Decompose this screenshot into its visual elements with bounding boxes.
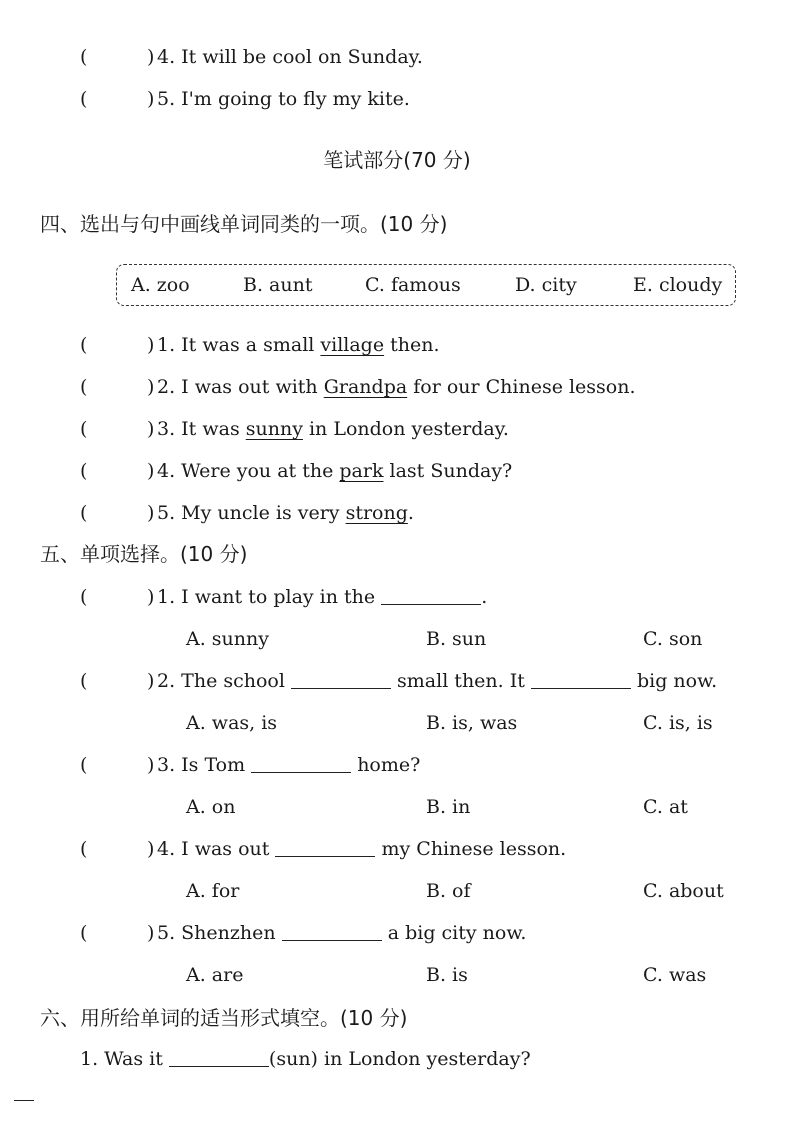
question-text: 2. The school small then. It big now.	[157, 670, 718, 692]
underlined-word: strong	[345, 502, 408, 524]
question-text: 4. Were you at the park last Sunday?	[157, 460, 513, 482]
option: A. for	[186, 880, 240, 902]
underlined-word: village	[320, 334, 385, 356]
answer-paren-close: )	[147, 46, 155, 68]
word-choice: C. famous	[365, 274, 461, 296]
answer-paren-open[interactable]: (	[80, 46, 88, 68]
word-choice: B. aunt	[243, 274, 313, 296]
option: A. are	[186, 964, 244, 986]
option: B. is, was	[426, 712, 518, 734]
answer-paren-close: )	[147, 334, 155, 356]
answer-paren-open[interactable]: (	[80, 502, 88, 524]
word-choice-box	[116, 264, 736, 306]
answer-paren-open[interactable]: (	[80, 922, 88, 944]
section4-heading: 四、选出与句中画线单词同类的一项。(10 分)	[40, 212, 448, 236]
fill-blank[interactable]	[251, 752, 351, 773]
answer-paren-open[interactable]: (	[80, 418, 88, 440]
word-choice: E. cloudy	[633, 274, 723, 296]
answer-paren-open[interactable]: (	[80, 460, 88, 482]
question-text: 3. It was sunny in London yesterday.	[157, 418, 509, 440]
question-text: 1. It was a small village then.	[157, 334, 440, 356]
answer-paren-open[interactable]: (	[80, 334, 88, 356]
fill-blank[interactable]	[169, 1046, 269, 1067]
question-text: 5. I'm going to fly my kite.	[157, 88, 410, 110]
written-part-title: 笔试部分(70 分)	[323, 148, 471, 172]
question-text: 2. I was out with Grandpa for our Chinese lesson.	[157, 376, 636, 398]
answer-paren-close: )	[147, 88, 155, 110]
answer-paren-close: )	[147, 838, 155, 860]
answer-paren-close: )	[147, 418, 155, 440]
answer-paren-open[interactable]: (	[80, 838, 88, 860]
option: B. is	[426, 964, 468, 986]
word-choice: D. city	[515, 274, 577, 296]
option: A. sunny	[186, 628, 269, 650]
word-choice: A. zoo	[131, 274, 190, 296]
option: B. in	[426, 796, 471, 818]
answer-paren-close: )	[147, 460, 155, 482]
answer-paren-close: )	[147, 502, 155, 524]
option: A. on	[186, 796, 236, 818]
answer-paren-open[interactable]: (	[80, 88, 88, 110]
option: C. is, is	[643, 712, 713, 734]
answer-paren-close: )	[147, 922, 155, 944]
question-text: 4. It will be cool on Sunday.	[157, 46, 423, 68]
option: B. sun	[426, 628, 487, 650]
answer-paren-open[interactable]: (	[80, 670, 88, 692]
question-text: 4. I was out my Chinese lesson.	[157, 838, 567, 860]
question-text: 5. Shenzhen a big city now.	[157, 922, 527, 944]
section6-heading: 六、用所给单词的适当形式填空。(10 分)	[40, 1006, 408, 1030]
fill-blank[interactable]	[275, 836, 375, 857]
underlined-word: sunny	[245, 418, 303, 440]
option: C. was	[643, 964, 707, 986]
fill-blank[interactable]	[291, 668, 391, 689]
answer-paren-open[interactable]: (	[80, 754, 88, 776]
question-text: 3. Is Tom home?	[157, 754, 421, 776]
fill-blank[interactable]	[531, 668, 631, 689]
option: C. about	[643, 880, 724, 902]
question-text: 1. I want to play in the .	[157, 586, 488, 608]
answer-paren-close: )	[147, 376, 155, 398]
question-text: 1. Was it (sun) in London yesterday?	[80, 1048, 531, 1070]
option: C. son	[643, 628, 703, 650]
answer-paren-close: )	[147, 586, 155, 608]
underlined-word: park	[339, 460, 384, 482]
section5-heading: 五、单项选择。(10 分)	[40, 542, 248, 566]
answer-paren-open[interactable]: (	[80, 376, 88, 398]
fill-blank[interactable]	[381, 584, 481, 605]
page-footer-line	[14, 1100, 34, 1101]
option: C. at	[643, 796, 688, 818]
question-text: 5. My uncle is very strong.	[157, 502, 414, 524]
option: A. was, is	[186, 712, 278, 734]
answer-paren-open[interactable]: (	[80, 586, 88, 608]
answer-paren-close: )	[147, 670, 155, 692]
option: B. of	[426, 880, 471, 902]
fill-blank[interactable]	[282, 920, 382, 941]
answer-paren-close: )	[147, 754, 155, 776]
underlined-word: Grandpa	[323, 376, 408, 398]
